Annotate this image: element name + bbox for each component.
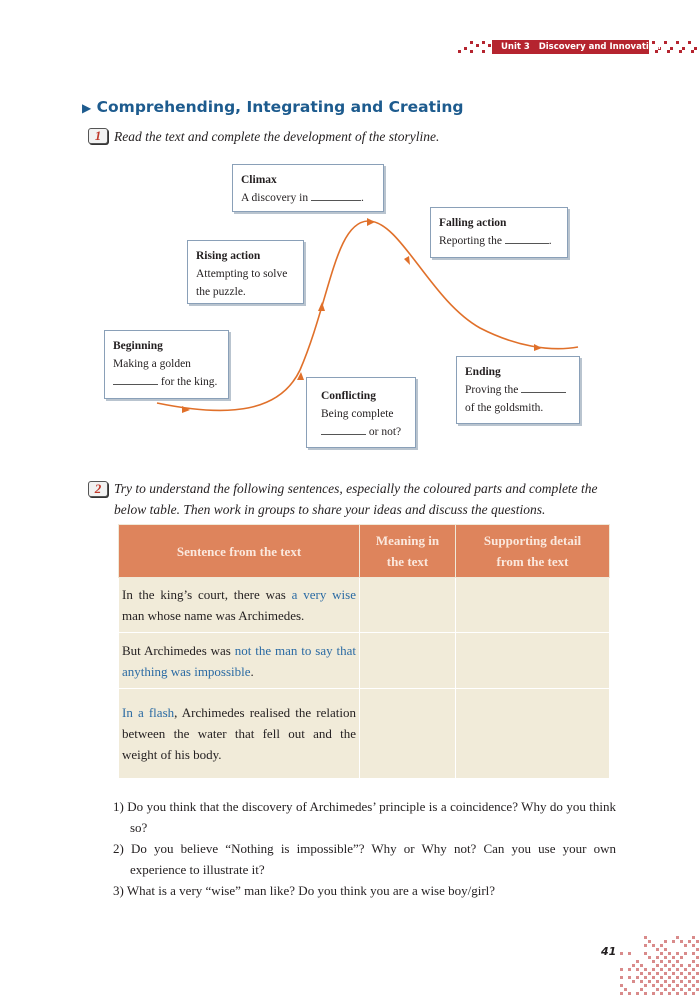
meaning-cell[interactable] [360,689,456,779]
task-number-badge: 1 [88,128,108,144]
header-sentence: Sentence from the text [119,525,360,578]
task1-instruction: Read the text and complete the development of the storyline. [114,129,440,144]
section-title-text: Comprehending, Integrating and Creating [96,98,464,116]
ending-box: Ending Proving the of the goldsmith. [456,356,580,424]
arrow-icon [182,406,190,413]
task-number-badge: 2 [88,481,108,497]
blank-line [311,191,361,201]
meaning-cell[interactable] [360,578,456,633]
question-1: 1) Do you think that the discovery of Archimedes’ principle is a coincidence? Why do you think so? [113,799,616,835]
rising-action-box: Rising action Attempting to solve the puzzle. [187,240,304,304]
beginning-box: Beginning Making a golden for the king. [104,330,229,399]
table-header-row [119,525,610,578]
arrow-icon [404,256,410,265]
question-2: 2) Do you believe “Nothing is impossible”? Why or Why not? Can you use your own experience to illustrate it? [113,841,616,877]
header-supporting-detail: Supporting detail from the text [456,525,610,578]
arrow-icon [318,302,325,311]
detail-cell[interactable] [456,689,610,779]
page-number: 41 [601,945,617,958]
task2-instruction: Try to understand the following sentences, especially the coloured parts and complete the below table. Then work in groups to share your ideas and discuss the questions. [114,481,598,517]
table-row: But Archimedes was not the man to say that anything was impossible. [119,633,610,689]
detail-cell[interactable] [456,578,610,633]
detail-cell[interactable] [456,633,610,689]
sentence-table [118,524,610,779]
triangle-bullet-icon: ▶ [82,101,92,115]
falling-action-box: Falling action Reporting the . [430,207,568,258]
blank-line [505,234,549,244]
header-meaning: Meaning in the text [360,525,456,578]
blank-line [113,375,158,385]
unit-title: Discovery and Innovation [538,42,661,52]
table-row: In the king’s court, there was a very wise man whose name was Archimedes. [119,578,610,633]
blank-line [521,383,566,393]
question-3: 3) What is a very “wise” man like? Do you think you are a wise boy/girl? [113,883,496,898]
meaning-cell[interactable] [360,633,456,689]
arrow-icon [534,344,542,351]
checker-pattern-bottom [620,936,700,996]
arrow-icon [367,218,375,226]
climax-box: Climax A discovery in . [232,164,384,212]
conflicting-box: Conflicting Being complete or not? [306,377,416,448]
blank-line [321,425,366,435]
unit-label: Unit 3 [501,42,530,52]
table-row: In a flash, Archimedes realised the relation between the water that fell out and the weight of his body. [119,689,610,779]
